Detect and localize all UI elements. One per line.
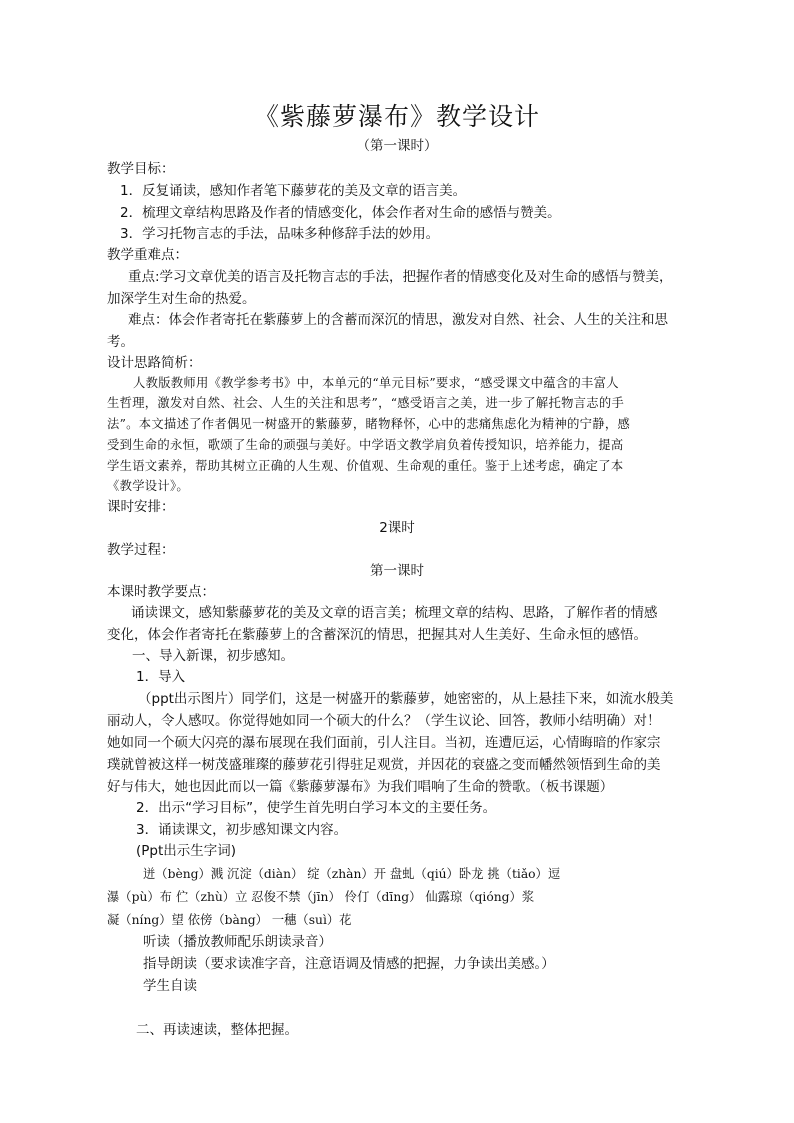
design-line-4: 受到生命的永恒，歌颂了生命的顽强与美好。中学语文教学肩负着传授知识，培养能力，提高	[107, 438, 624, 452]
schedule-value: 2课时	[379, 520, 415, 536]
vocab-line-2: 瀑（pù）布 伫（zhù）立 忍俊不禁（jīn） 伶仃（dīng） 仙露琼（qióng）浆	[107, 890, 535, 904]
lesson-points-line-2: 变化，体会作者寄托在紫藤萝上的含蓄深沉的情思，把握其对人生美好、生命永恒的感悟。	[107, 627, 647, 643]
lesson-points-line-1: 诵读课文，感知紫藤萝花的美及文章的语言美；梳理文章的结构、思路，了解作者的情感	[131, 605, 658, 621]
intro-line-2: 丽动人，令人感叹。你觉得她如同一个硕大的什么？（学生议论、回答，教师小结明确）对！	[107, 713, 661, 729]
schedule-heading: 课时安排：	[107, 499, 175, 515]
design-line-6: 《教学设计》。	[107, 479, 190, 493]
key-point-line-1: 重点:学习文章优美的语言及托物言志的手法，把握作者的情感变化及对生命的感悟与赞美，	[128, 269, 673, 285]
document-title: 《紫藤萝瀑布》教学设计	[253, 102, 540, 131]
section-2-heading: 二、再读速读，整体把握。	[136, 1022, 298, 1038]
step-1-heading: 1．导入	[136, 669, 186, 685]
self-read-step: 学生自读	[143, 978, 197, 994]
step-2: 2．出示“学习目标”，使学生首先明白学习本文的主要任务。	[136, 800, 497, 816]
goal-item-3: 3．学习托物言志的手法，品味多种修辞手法的妙用。	[120, 226, 440, 242]
design-line-5: 学生语文素养，帮助其树立正确的人生观、价值观、生命观的重任。鉴于上述考虑，确定了本	[107, 459, 624, 473]
key-point-line-2: 加深学生对生命的热爱。	[107, 291, 256, 307]
design-line-2: 生哲理，激发对自然、社会、人生的关注和思考”，“感受语言之美，进一步了解托物言志的手	[107, 396, 625, 410]
section-1-heading: 一、导入新课，初步感知。	[132, 648, 294, 664]
listen-step: 听读（播放教师配乐朗读录音）	[143, 934, 332, 950]
intro-line-3: 她如同一个硕大闪亮的瀑布展现在我们面前，引人注目。当初，连遭厄运，心情晦暗的作家宗	[107, 735, 661, 751]
vocab-line-3: 凝（níng）望 依傍（bàng） 一穗（suì）花	[107, 913, 352, 927]
guide-step: 指导朗读（要求读准字音，注意语调及情感的把握，力争读出美感。）	[143, 956, 555, 972]
goal-item-1: 1．反复诵读，感知作者笔下藤萝花的美及文章的语言美。	[120, 183, 467, 199]
ppt-words-note: (Ppt出示生字词)	[136, 843, 237, 859]
lesson-points-heading: 本课时教学要点：	[107, 584, 215, 600]
lesson-title: 第一课时	[370, 563, 424, 579]
difficulty-line-1: 难点：体会作者寄托在紫藤萝上的含蓄而深沉的情思，激发对自然、社会、人生的关注和思	[128, 312, 668, 328]
document-subtitle: （第一课时）	[356, 138, 438, 154]
goal-item-2: 2．梳理文章结构思路及作者的情感变化，体会作者对生命的感悟与赞美。	[120, 205, 561, 221]
design-heading: 设计思路简析：	[107, 355, 202, 371]
design-line-1: 人教版教师用《教学参考书》中，本单元的“单元目标”要求，“感受课文中蕴含的丰富人	[133, 376, 619, 390]
design-line-3: 法”。本文描述了作者偶见一树盛开的紫藤萝，睹物释怀，心中的悲痛焦虑化为精神的宁静，感	[107, 417, 631, 431]
intro-line-5: 好与伟大，她也因此而以一篇《紫藤萝瀑布》为我们唱响了生命的赞歌。（板书课题）	[107, 779, 614, 795]
difficulty-line-2: 考。	[107, 334, 134, 350]
vocab-line-1: 迸（bèng）溅 沉淀（diàn） 绽（zhàn）开 盘虬（qiú）卧龙 挑（tiǎo）逗	[143, 867, 561, 881]
process-heading: 教学过程：	[107, 542, 175, 558]
intro-line-4: 璞就曾被这样一树茂盛璀璨的藤萝花引得驻足观赏，并因花的衰盛之变而幡然领悟到生命的美	[107, 757, 661, 773]
intro-line-1: （ppt出示图片）同学们，这是一树盛开的紫藤萝，她密密的，从上悬挂下来，如流水般美	[138, 691, 674, 707]
step-3: 3．诵读课文，初步感知课文内容。	[136, 822, 348, 838]
goals-heading: 教学目标：	[107, 161, 175, 177]
keypoints-heading: 教学重难点：	[107, 247, 188, 263]
